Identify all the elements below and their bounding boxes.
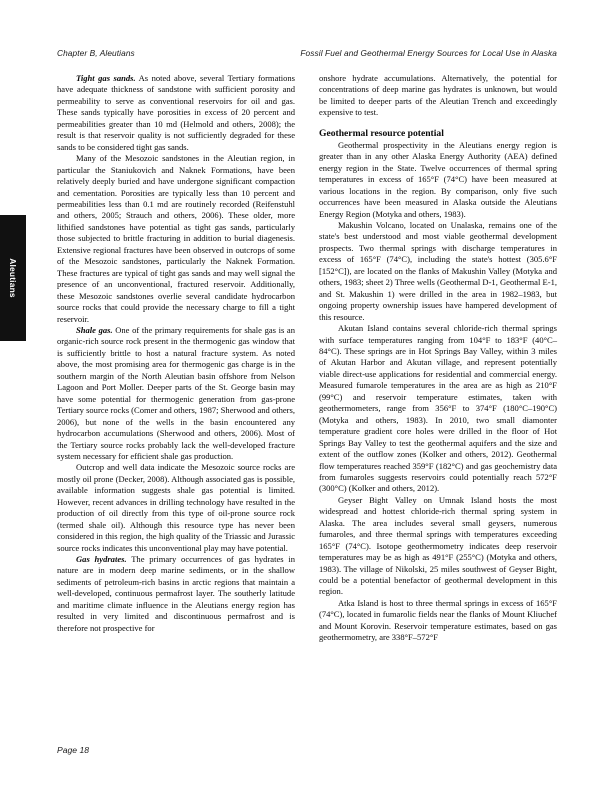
running-head-title: Fossil Fuel and Geothermal Energy Sources for Local Use in Alaska xyxy=(300,48,557,58)
paragraph-text: One of the primary requirements for shale gas is an organic-rich source rock present in the thermogenic gas window that is sufficiently brittle to host a natural fracture system. As noted above, the most promising area for thermogenic gas charge is in the southern margin of the North Aleutian basin offshore from Nelson Lagoon and Port Moller. Deeper parts of the St. George basin may have some potential for thermogenic generation from gas-prone Tertiary source rocks (Comer and others, 1987; Sherwood and others, 2006), but none of the wells in the basin encountered any hydrocarbon accumulations (Sherwood and others, 2006). Most of the Tertiary source rocks probably lack the well-developed fracture system necessary for efficient shale gas production. xyxy=(57,324,295,461)
paragraph-gas-hydrates xyxy=(57,554,295,634)
page-number: Page 18 xyxy=(57,745,90,755)
paragraph-geyser-bight: Geyser Bight Valley on Umnak Island hosts the most widespread and hottest chloride-rich thermal spring system in Alaska. The area includes several small geysers, numerous fumaroles, and three thermal springs with temperatures exceeding 165°F (74°C). Isotope geothermometry indicates deep reservoir temperatures may be as high as 491°F (255°C) (Motyka and others, 1983). The village of Nikolski, 25 miles southwest of Geyser Bight, could be a potential benefactor of geothermal development in this region. xyxy=(319,494,557,597)
right-column xyxy=(319,73,557,711)
paragraph-tight-gas-sands xyxy=(57,73,295,153)
paragraph-atka-island: Atka Island is host to three thermal springs in excess of 165°F (74°C), located in fumarolic fields near the flanks of Mount Kliuchef and Mount Korovin. Reservoir temperature estimates, based on gas geothermometry, are 338°F–572°F xyxy=(319,597,557,643)
paragraph-text: As noted above, several Tertiary formations have adequate thickness of sandstone with sufficient porosity and permeability to serve as conventional reservoirs for oil and gas. These sands typically have porosities in excess of 20 percent and permeabilities greater than 10 md (Helmold and others, 2008); the result is that reservoir quality is not sufficiently degraded for these sands to be considered tight gas sands. xyxy=(57,73,295,152)
run-in-tight-gas-sands: Tight gas sands. xyxy=(76,73,136,83)
run-in-shale-gas: Shale gas. xyxy=(76,324,113,335)
left-column xyxy=(57,73,295,711)
running-head-chapter: Chapter B, Aleutians xyxy=(57,48,135,58)
paragraph-text: Outcrop and well data indicate the Mesozoic source rocks are mostly oil prone (Decker, 2008). Although associated gas is possible, available information suggests shale gas potential is limited. However, recent advances in drilling technology have resulted in the production of oil directly from this type of oil-prone source rock (termed shale oil). Although this resource type has never been considered in this region, the high quality of the Triassic and Jurassic source rocks indicates this unconventional play may have potential. xyxy=(57,462,295,553)
paragraph-text: Many of the Mesozoic sandstones in the Aleutian region, in particular the Staniukovich and Naknek Formations, have been relatively deeply buried and have undergone significant compaction and cementation. Porosities are typically less than 10 percent and permeabilities less than 0.1 md are routinely recorded (Reifenstuhl and others, 2005; Strauch and others, 2006). These older, more lithified sandstones have potential as tight gas sands, particularly those subjected to brittle fracturing in addition to burial diagenesis. Extensive regional fractures have been observed in outcrops of some of the Mesozoic sandstones, particularly the Naknek Formation. These fractures are typical of tight gas sands and may well signal the presence of an unconventional, fractured reservoir. Additionally, these Mesozoic sandstones overlie several candidate hydrocarbon source rocks that could provide the necessary charge to fill a tight reservoir. xyxy=(57,153,295,324)
body-columns xyxy=(57,73,557,711)
paragraph-outcrop-well-data xyxy=(57,462,295,554)
paragraph-mesozoic-sandstones xyxy=(57,153,295,325)
paragraph-akutan-island: Akutan Island contains several chloride-rich thermal springs with surface temperatures ranging from 104°F to 183°F (40°C–84°C). These springs are in Hot Springs Bay Valley, within 3 miles of Akutan Harbor and Akutan village, and represent potentially viable direct-use applications for residential and commercial energy. Measured fumarole temperatures in the area are as high as 210°F (99°C) and reservoir temperature estimates, taken with geothermometers, range from 356°F to 374°F (180°C–190°C) (Motyka and others, 1983). In 2010, two small diamonter temperature gradient core holes were drilled in the floor of Hot Springs Bay Valley to test the geothermal aquifers and the size and extent of the outflow zones (Kolker and others, 2012). Geothermal flow temperatures reached 359°F (182°C) and gas geochemistry data from fumaroles suggests reservoirs could potentially reach 572°F (300°C) (Kolker and others, 2012). xyxy=(319,323,557,494)
paragraph-geothermal-prospectivity: Geothermal prospectivity in the Aleutians energy region is greater than in any other Alaska Energy Authority (AEA) defined energy region in the State. Twelve occurrences of thermal spring temperatures in excess of 165°F (74°C) have been measured at various locations in the region. By comparison, only five such occurrences have been measured in Alaska outside the Aleutians Energy Region (Motyka and others, 1983). xyxy=(319,139,557,219)
paragraph-hydrate-continuation: onshore hydrate accumulations. Alternatively, the potential for concentrations of deep marine gas hydrates is unknown, but would be limited to deeper parts of the Aleutian Trench and exceedingly expensive to test. xyxy=(319,73,557,118)
side-tab-aleutians xyxy=(0,215,26,341)
run-in-gas-hydrates: Gas hydrates. xyxy=(76,554,127,565)
paragraph-text: The primary occurrences of gas hydrates in nature are in modern deep marine sediments, or in the shallow sediments of petroleum-rich basins in arctic regions that maintain a well-developed, continuous permafrost layer. The southerly latitude and maritime climate influence in the Aleutians energy region has resulted in very limited and discontinuous permafrost and is therefore not prospective for xyxy=(57,554,295,633)
paragraph-makushin-volcano: Makushin Volcano, located on Unalaska, remains one of the state's best understood and most viable geothermal development prospects. Two thermal springs with discharge temperatures in excess of 165°F (74°C), including the state's hottest (305.6°F [152°C]), are located on the flanks of Makushin Valley (Motyka and others, 1983; sheet 2) Three wells (Geothermal D-1, Geothermal E-1, and St. Makushin 1) were drilled in the area in 1982–1983, but ongoing property ownership issues have hampered development of this resource. xyxy=(319,219,557,322)
section-heading-geothermal: Geothermal resource potential xyxy=(319,127,444,139)
side-tab-label: Aleutians xyxy=(8,258,18,298)
paragraph-shale-gas xyxy=(57,325,295,462)
running-head xyxy=(57,48,557,58)
